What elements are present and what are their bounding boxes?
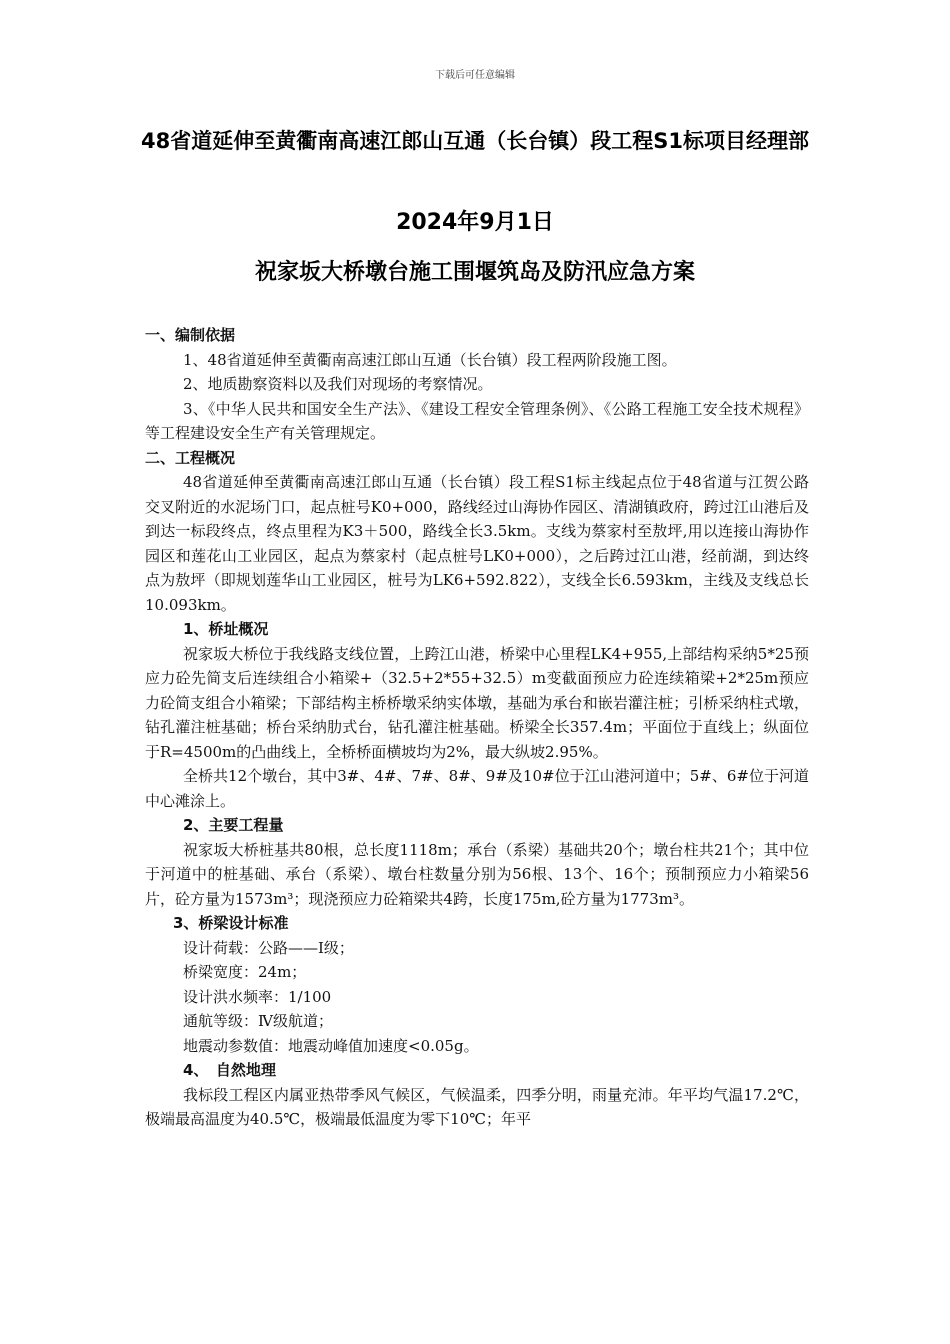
geography-paragraph: 我标段工程区内属亚热带季风气候区，气候温柔，四季分明，雨量充沛。年平均气温17.2℃，极端最高温度为40.5℃，极端最低温度为零下10℃；年平 bbox=[145, 1085, 809, 1128]
standard-item: 桥梁宽度：24m； bbox=[183, 963, 307, 981]
project-title: 48省道延伸至黄衢南高速江郎山互通（长台镇）段工程S1标项目经理部 bbox=[141, 129, 809, 153]
overview-paragraph: 48省道延伸至黄衢南高速江郎山互通（长台镇）段工程S1标主线起点位于48省道与江贺公路交叉附近的水泥场门口，起点桩号K0+000，路线经过山海协作园区、清湖镇政府，跨过江山港后及到达一标段终点，终点里程为K3＋500，路线全长3.5km。支线为蔡家村至敖坪,用以连接山海协作园区和莲花山工业园区，起点为蔡家村（起点桩号LK0+000），之后跨过江山港，经前湖，到达终点为敖坪（即规划莲华山工业园区，桩号为LK6+592.822），支线全长6.593km，主线及支线总长10.093km。 bbox=[145, 473, 809, 614]
subsection-heading-site: 1、桥址概况 bbox=[183, 620, 269, 638]
section-heading-basis: 一、编制依据 bbox=[145, 326, 236, 344]
basis-item-2: 2、地质勘察资料以及我们对现场的考察情况。 bbox=[183, 375, 493, 393]
document-body bbox=[145, 323, 809, 1132]
subsection-heading-geography: 4、 自然地理 bbox=[183, 1061, 276, 1079]
subsection-heading-quantities: 2、主要工程量 bbox=[183, 816, 284, 834]
section-heading-overview: 二、工程概况 bbox=[145, 448, 236, 467]
basis-item-1: 1、48省道延伸至黄衢南高速江郎山互通（长台镇）段工程两阶段施工图。 bbox=[183, 350, 677, 369]
basis-item-3: 3、《中华人民共和国安全生产法》、《建设工程安全管理条例》、《公路工程施工安全技术规程》等工程建设安全生产有关管理规定。 bbox=[145, 399, 809, 442]
standard-item: 通航等级：Ⅳ级航道； bbox=[183, 1012, 333, 1030]
standard-item: 设计洪水频率：1/100 bbox=[183, 987, 332, 1006]
quantities-paragraph: 祝家坂大桥桩基共80根，总长度1118m；承台（系梁）基础共20个；墩台柱共21个；其中位于河道中的桩基础、承台（系梁）、墩台柱数量分别为56根、13个、16个；预制预应力小箱梁56片，砼方量为1573m³；现浇预应力砼箱梁共4跨，长度175m,砼方量为1773m³。 bbox=[145, 840, 809, 908]
subsection-heading-standards: 3、桥梁设计标准 bbox=[173, 914, 289, 932]
site-paragraph-2: 全桥共12个墩台，其中3#、4#、7#、8#、9#及10#位于江山港河道中；5#、6#位于河道中心滩涂上。 bbox=[145, 767, 809, 810]
site-paragraph-1: 祝家坂大桥位于我线路支线位置，上跨江山港，桥梁中心里程LK4+955,上部结构采纳5*25预应力砼先简支后连续组合小箱梁+（32.5+2*55+32.5）m变截面预应力砼连续箱梁+2*25m预应力砼简支组合小箱梁；下部结构主桥桥墩采纳实体墩，基础为承台和嵌岩灌注桩；引桥采纳柱式墩，钻孔灌注桩基础；桥台采纳肋式台，钻孔灌注桩基础。桥梁全长357.4m；平面位于直线上；纵面位于R=4500m的凸曲线上，全桥桥面横坡均为2%，最大纵坡2.95%。 bbox=[145, 644, 809, 761]
standard-item: 设计荷载：公路——Ⅰ级； bbox=[183, 938, 354, 957]
standard-item: 地震动参数值：地震动峰值加速度<0.05g。 bbox=[183, 1036, 479, 1055]
document-main-title: 祝家坂大桥墩台施工围堰筑岛及防汛应急方案 bbox=[254, 260, 695, 285]
document-date: 2024年9月1日 bbox=[396, 210, 554, 235]
header-note: 下载后可任意编辑 bbox=[435, 70, 515, 81]
